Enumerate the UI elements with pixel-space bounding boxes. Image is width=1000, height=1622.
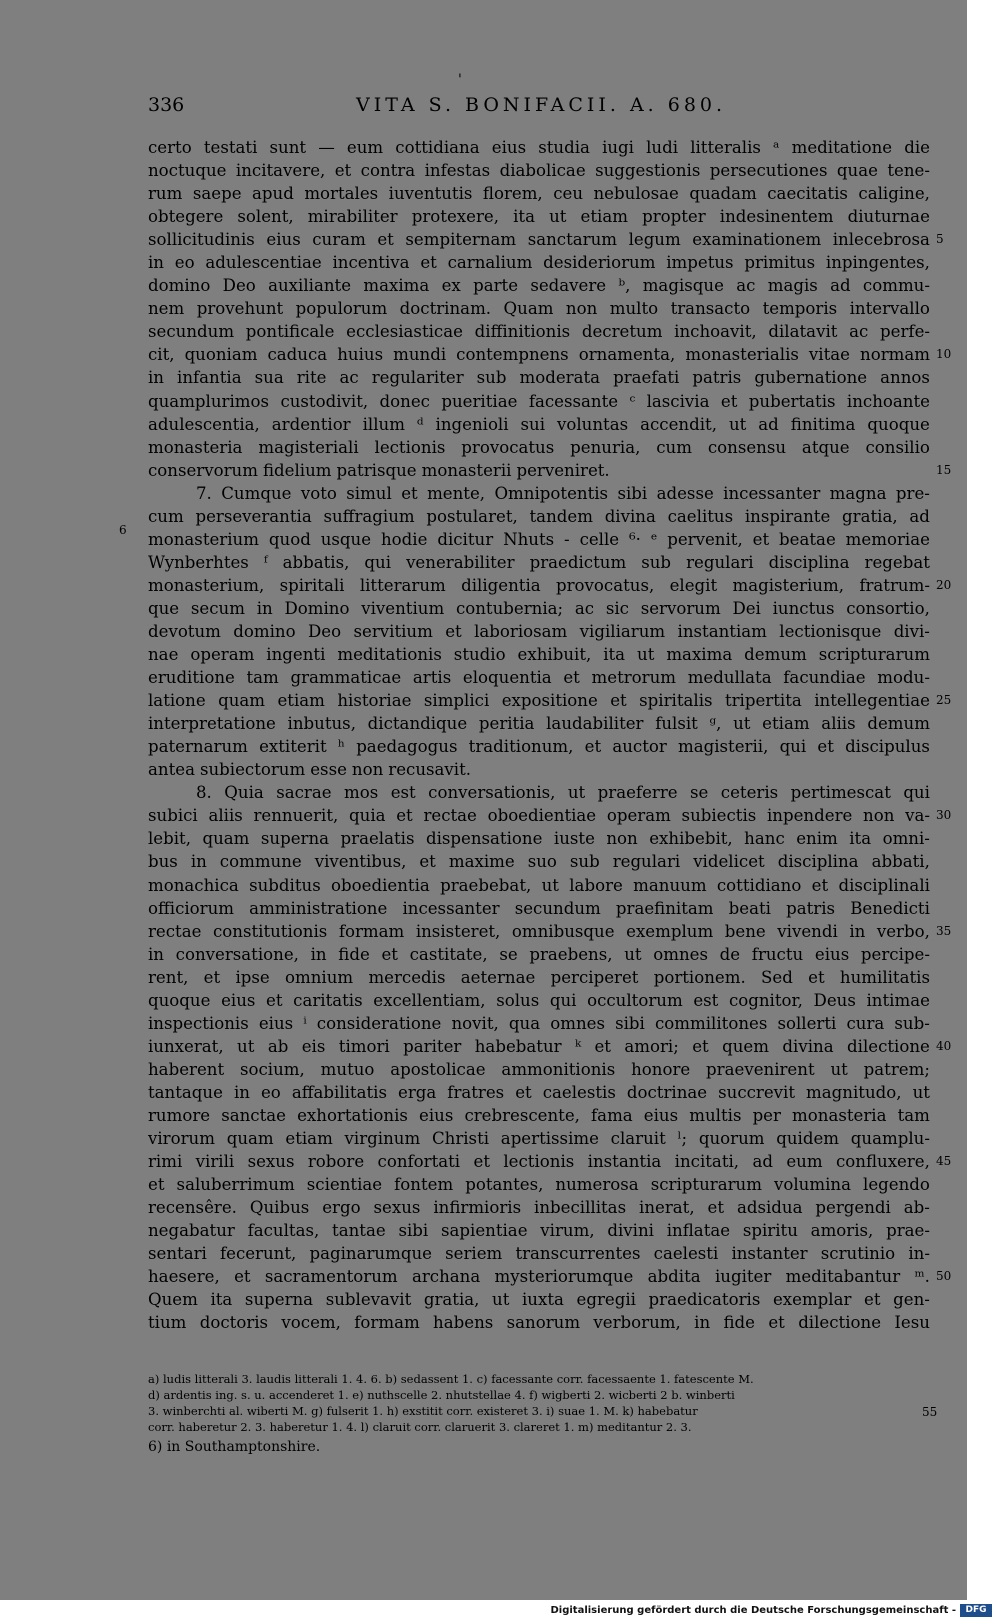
text-line: officiorum amministratione incessanter secundum praefinitam beati patris Benedicti xyxy=(148,898,930,918)
text-line: 8. Quia sacrae mos est conversationis, ut praeferre se ceteris pertimescat qui xyxy=(196,783,930,803)
text-line: rimi virili sexus robore confortati et lectionis instantia incitati, ad eum confluxere, xyxy=(148,1152,930,1172)
text-line: monasteria magisteriali lectionis provocatus penuria, cum consensu atque consilio xyxy=(148,437,930,457)
text-line: subici aliis rennuerit, quia et rectae oboedientiae operam subiectis inpendere non va- xyxy=(148,806,930,826)
line-number: 25 xyxy=(936,693,952,708)
page-header xyxy=(148,72,938,120)
historical-footnote: 6) in Southamptonshire. xyxy=(148,1439,321,1455)
text-line: certo testati sunt — eum cottidiana eius studia iugi ludi litteralis ᵃ meditatione die xyxy=(148,138,930,157)
text-line: rumore sanctae exhortationis eius crebrescente, fama eius multis per monasteria tam xyxy=(148,1105,930,1125)
text-line: noctuque incitavere, et contra infestas diabolicae suggestionis persecutiones quae tene- xyxy=(148,161,930,181)
line-number: 15 xyxy=(936,462,952,477)
text-line: adulescentia, ardentior illum ᵈ ingenioli sui voluntas accendit, ut ad finitima quoque xyxy=(148,414,930,434)
text-line: cit, quoniam caduca huius mundi contempnens ornamenta, monasterialis vitae normam xyxy=(148,345,930,365)
text-line: interpretatione inbutus, dictandique peritia laudabiliter fulsit ᵍ, ut etiam aliis demum xyxy=(148,714,930,734)
text-line: et saluberrimum scientiae fontem potantes, numerosa scripturarum volumina legendo xyxy=(148,1175,930,1195)
text-line: inspectionis eius ⁱ consideratione novit, qua omnes sibi commilitones sollerti cura sub- xyxy=(148,1013,930,1033)
funding-credit: Digitalisierung gefördert durch die Deutsche Forschungsgemeinschaft - xyxy=(550,1605,956,1616)
text-line: sollicitudinis eius curam et sempiternam sanctarum legum examinationem inlecebrosa xyxy=(148,230,930,250)
page-number: 336 xyxy=(148,94,185,116)
header-mark: ' xyxy=(458,72,462,88)
dfg-logo: DFG xyxy=(960,1604,992,1617)
text-line: latione quam etiam historiae simplici expositione et spiritalis tripertita intellegentiae xyxy=(148,691,930,711)
text-line: Wynberhtes ᶠ abbatis, qui venerabiliter praedictum sub regulari disciplina regebat xyxy=(148,552,930,572)
line-number: 40 xyxy=(936,1038,952,1053)
footer-bar xyxy=(0,1600,1000,1622)
text-line: virorum quam etiam virginum Christi apertissime claruit ˡ; quorum quidem quamplu- xyxy=(148,1129,930,1149)
text-line: domino Deo auxiliante maxima ex parte sedavere ᵇ, magisque ac magis ad commu- xyxy=(148,276,930,296)
margin-note-number: 6 xyxy=(119,523,127,537)
text-line: in infantia sua rite ac regulariter sub moderata praefati patris gubernatione annos xyxy=(148,368,930,388)
line-number: 5 xyxy=(936,232,944,247)
text-line: tium doctoris vocem, formam habens sanorum verborum, in fide et dilectione Iesu xyxy=(148,1313,930,1333)
text-line: obtegere solent, mirabiliter protexere, ita ut etiam propter indesinentem diuturnae xyxy=(148,207,930,227)
text-line: sentari fecerunt, paginarumque seriem transcurrentes caelesti instanter scrutinio in- xyxy=(148,1244,930,1264)
text-line: in conversatione, in fide et castitate, se praebens, ut omnes de fructu eius percipe- xyxy=(148,944,930,964)
text-line: 7. Cumque voto simul et mente, Omnipotentis sibi adesse incessanter magna pre- xyxy=(196,483,930,503)
text-line: antea subiectorum esse non recusavit. xyxy=(148,760,472,780)
text-line: quoque eius et caritatis excellentiam, solus qui occultorum est cognitor, Deus intimae xyxy=(148,990,930,1010)
text-line: conservorum fidelium patrisque monasterii perveniret. xyxy=(148,460,610,480)
text-line: nae operam ingenti meditationis studio exhibuit, ita ut maxima demum scripturarum xyxy=(148,645,930,665)
text-line: rum saepe apud mortales iuventutis florem, ceu nebulosae quadam caecitatis caligine, xyxy=(148,184,930,204)
line-number: 10 xyxy=(936,347,952,362)
text-line: monachica subditus oboedientia praebebat, ut labore manuum cottidiano et disciplinali xyxy=(148,875,930,895)
apparatus-line: a) ludis litterali 3. laudis litterali 1. 4. 6. b) sedassent 1. c) facessante corr. facessaente 1. fatescente M. xyxy=(148,1372,754,1386)
line-number: 45 xyxy=(936,1154,952,1169)
line-number: 30 xyxy=(936,808,952,823)
text-line: paternarum extiterit ʰ paedagogus traditionum, et auctor magisterii, qui et discipulus xyxy=(148,737,930,757)
text-line: Quem ita superna sublevavit gratia, ut iuxta egregii praedicatoris exemplar et gen- xyxy=(148,1290,930,1310)
main-text xyxy=(148,136,930,1334)
text-line: monasterium quod usque hodie dicitur Nhuts - celle ⁶· ᵉ pervenit, et beatae memoriae xyxy=(148,529,930,549)
apparatus-line: corr. haberetur 2. 3. haberetur 1. 4. l) claruit corr. claruerit 3. clareret 1. m) meditantur 2. 3. xyxy=(148,1420,692,1434)
text-line: monasterium, spiritali litterarum diligentia provocatus, elegit magisterium, fratrum- xyxy=(148,575,930,595)
apparatus-line: d) ardentis ing. s. u. accenderet 1. e) nuthscelle 2. nhutstellae 4. f) wigberti 2. wicberti 2 b. winberti xyxy=(148,1388,735,1402)
text-line: iunxerat, ut ab eis timori pariter habebatur ᵏ et amori; et quem divina dilectione xyxy=(148,1036,930,1056)
line-number: 20 xyxy=(936,577,952,592)
apparatus-line: 3. winberchti al. wiberti M. g) fulserit 1. h) exstitit corr. existeret 3. i) suae 1. M. k) habebatur xyxy=(148,1404,698,1418)
text-line: nem provehunt populorum doctrinam. Quam non multo transacto temporis intervallo xyxy=(148,299,930,319)
text-line: que secum in Domino viventium contubernia; ac sic servorum Dei iunctus consortio, xyxy=(148,598,930,618)
line-number: 50 xyxy=(936,1269,952,1284)
text-line: bus in commune viventibus, et maxime suo sub regulari videlicet disciplina abbati, xyxy=(148,852,930,872)
line-number: 35 xyxy=(936,923,952,938)
text-line: in eo adulescentiae incentiva et carnalium desideriorum impetus primitus inpingentes, xyxy=(148,253,930,273)
text-line: secundum pontificale ecclesiasticae diffinitionis decretum inchoavit, dilatavit ac perfe- xyxy=(148,322,930,342)
text-line: rent, et ipse omnium mercedis aeternae perciperet portionem. Sed et humilitatis xyxy=(148,967,930,987)
apparatus-line-number: 55 xyxy=(922,1405,938,1419)
text-line: devotum domino Deo servitium et laboriosam vigiliarum instantiam lectionisque divi- xyxy=(148,621,930,641)
text-line: haesere, et sacramentorum archana mysteriorumque abdita iugiter meditabantur ᵐ. xyxy=(148,1267,930,1287)
text-line: quamplurimos custodivit, donec pueritiae facessante ᶜ lascivia et pubertatis inchoante xyxy=(148,391,930,411)
text-line: haberent socium, mutuo apostolicae ammonitionis honore praevenirent ut patrem; xyxy=(148,1059,930,1079)
text-line: recensêre. Quibus ergo sexus infirmioris inbecillitas inerat, et adsidua pergendi ab- xyxy=(148,1198,930,1218)
text-line: lebit, quam superna praelatis dispensatione iuste non exhibebit, hanc enim ita omni- xyxy=(148,829,930,849)
text-line: negabatur facultas, tantae sibi sapientiae virum, divini inflatae spiritu amoris, prae- xyxy=(148,1221,930,1241)
text-line: tantaque in eo affabilitatis erga fratres et caelestis doctrinae succrevit magnitudo, ut xyxy=(148,1082,930,1102)
text-line: rectae constitutionis formam insisteret, omnibusque exemplum bene vivendi in verbo, xyxy=(148,921,930,941)
text-line: cum perseverantia suffragium postularet, tandem divina caelitus inspirante gratia, ad xyxy=(148,506,930,526)
text-line: eruditione tam grammaticae artis eloquentia et metrorum medullata facundiae modu- xyxy=(148,668,930,688)
running-title: VITA S. BONIFACII. A. 680. xyxy=(356,94,727,116)
